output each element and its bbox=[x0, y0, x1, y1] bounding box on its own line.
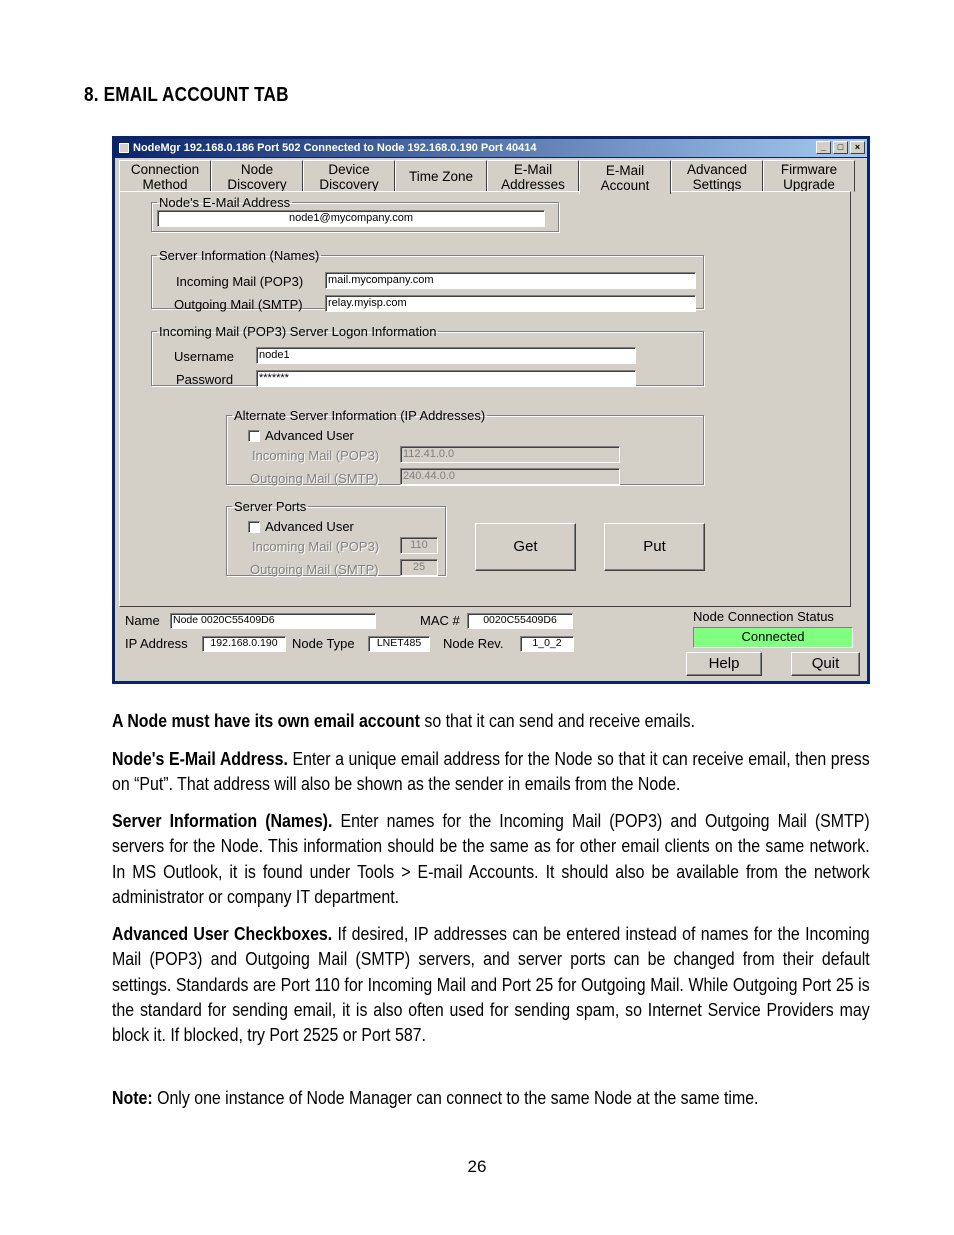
outgoing-port-field[interactable]: 25 bbox=[400, 559, 438, 576]
tab-email-account[interactable]: E-Mail Account bbox=[579, 160, 671, 194]
username-label: Username bbox=[174, 349, 234, 364]
node-rev-field[interactable]: 1_0_2 bbox=[520, 636, 574, 652]
paragraph-note bbox=[112, 1085, 870, 1110]
server-ports-legend: Server Ports bbox=[234, 499, 307, 514]
node-email-field[interactable]: node1@mycompany.com bbox=[157, 210, 545, 227]
get-button[interactable]: Get bbox=[475, 523, 576, 571]
app-icon bbox=[119, 143, 129, 153]
ports-advanced-user-checkbox[interactable] bbox=[248, 521, 260, 533]
logon-legend: Incoming Mail (POP3) Server Logon Information bbox=[159, 324, 437, 339]
help-button[interactable]: Help bbox=[686, 652, 762, 676]
alt-advanced-user-checkbox[interactable] bbox=[248, 430, 260, 442]
ports-advanced-user-label: Advanced User bbox=[265, 519, 354, 534]
ports-incoming-label: Incoming Mail (POP3) bbox=[252, 539, 380, 554]
email-address-legend: Node's E-Mail Address bbox=[159, 195, 291, 210]
paragraph-advanced-user-bold: Advanced User Checkboxes. bbox=[112, 923, 333, 944]
node-type-field[interactable]: LNET485 bbox=[368, 636, 430, 652]
close-button[interactable]: × bbox=[850, 141, 865, 154]
node-rev-label: Node Rev. bbox=[443, 636, 504, 651]
paragraph-note-bold: Note: bbox=[112, 1087, 153, 1108]
ip-address-field[interactable]: 192.168.0.190 bbox=[202, 636, 286, 652]
server-names-legend: Server Information (Names) bbox=[159, 248, 320, 263]
paragraph-email-address-text: Enter a unique email address for the Node so that it can receive email, then press on “Put”. That address will also be shown as the sender in emails from the Node. bbox=[112, 748, 870, 795]
email-account-panel bbox=[119, 191, 851, 607]
mac-label: MAC # bbox=[420, 613, 460, 628]
tab-strip bbox=[119, 160, 855, 192]
window-client bbox=[115, 158, 867, 681]
paragraph-email-address-bold: Node's E-Mail Address. bbox=[112, 748, 288, 769]
tab-node-discovery[interactable]: Node Discovery bbox=[211, 160, 303, 192]
alt-incoming-label: Incoming Mail (POP3) bbox=[252, 448, 380, 463]
outgoing-mail-label: Outgoing Mail (SMTP) bbox=[174, 297, 303, 312]
tab-time-zone[interactable]: Time Zone bbox=[395, 160, 487, 192]
paragraph-intro-text: so that it can send and receive emails. bbox=[419, 710, 695, 731]
tab-email-addresses[interactable]: E-Mail Addresses bbox=[487, 160, 579, 192]
quit-button[interactable]: Quit bbox=[791, 652, 860, 676]
name-field[interactable]: Node 0020C55409D6 bbox=[170, 613, 376, 629]
ports-outgoing-label: Outgoing Mail (SMTP) bbox=[250, 562, 379, 577]
node-type-label: Node Type bbox=[292, 636, 355, 651]
alt-outgoing-field[interactable]: 240.44.0.0 bbox=[400, 468, 620, 485]
connection-status-label: Node Connection Status bbox=[693, 609, 834, 624]
paragraph-server-info-bold: Server Information (Names). bbox=[112, 810, 333, 831]
paragraph-intro-bold: A Node must have its own email account bbox=[112, 710, 420, 731]
paragraph-intro bbox=[112, 708, 870, 733]
mac-field[interactable]: 0020C55409D6 bbox=[467, 613, 573, 629]
page-number: 26 bbox=[467, 1157, 487, 1176]
password-field[interactable]: ******* bbox=[256, 370, 636, 387]
alt-server-legend: Alternate Server Information (IP Addresses) bbox=[234, 408, 486, 423]
put-button[interactable]: Put bbox=[604, 523, 705, 571]
paragraph-email-address bbox=[112, 746, 870, 797]
section-heading: 8. EMAIL ACCOUNT TAB bbox=[84, 84, 289, 106]
outgoing-mail-field[interactable]: relay.myisp.com bbox=[325, 295, 696, 312]
paragraph-server-info bbox=[112, 808, 870, 909]
tab-device-discovery[interactable]: Device Discovery bbox=[303, 160, 395, 192]
node-manager-window bbox=[112, 136, 870, 684]
password-label: Password bbox=[176, 372, 234, 387]
incoming-port-field[interactable]: 110 bbox=[400, 537, 438, 554]
alt-incoming-field[interactable]: 112.41.0.0 bbox=[400, 446, 620, 463]
connection-status-indicator: Connected bbox=[693, 627, 853, 648]
window-title: NodeMgr 192.168.0.186 Port 502 Connected to Node 192.168.0.190 Port 40414 bbox=[133, 142, 537, 154]
paragraph-note-text: Only one instance of Node Manager can connect to the same Node at the same time. bbox=[152, 1087, 759, 1108]
name-label: Name bbox=[125, 613, 160, 628]
paragraph-server-info-text: Enter names for the Incoming Mail (POP3) and Outgoing Mail (SMTP) servers for the Node. This information should be the same as for other email clients on the same network. In MS Outlook, it is found under Tools > E-mail Accounts. It should also be available from the network administrator or company IT department. bbox=[112, 810, 870, 907]
paragraph-advanced-user bbox=[112, 921, 870, 1047]
window-titlebar[interactable] bbox=[115, 139, 867, 157]
maximize-button[interactable]: □ bbox=[833, 141, 848, 154]
tab-connection-method[interactable]: Connection Method bbox=[119, 160, 211, 192]
incoming-mail-label: Incoming Mail (POP3) bbox=[176, 274, 304, 289]
alt-outgoing-label: Outgoing Mail (SMTP) bbox=[250, 471, 379, 486]
alt-advanced-user-label: Advanced User bbox=[265, 428, 354, 443]
incoming-mail-field[interactable]: mail.mycompany.com bbox=[325, 272, 696, 289]
minimize-button[interactable]: _ bbox=[816, 141, 831, 154]
tab-advanced-settings[interactable]: Advanced Settings bbox=[671, 160, 763, 192]
tab-firmware-upgrade[interactable]: Firmware Upgrade bbox=[763, 160, 855, 192]
paragraph-advanced-user-text: If desired, IP addresses can be entered instead of names for the Incoming Mail (POP3) and Outgoing Mail (SMTP) servers, and server ports can be changed from their default settings. Standards are Port 110 for Incoming Mail and Port 25 for Outgoing Mail. While Outgoing Port 25 is the standard for sending email, it is also often used for sending spam, so Internet Service Providers may block it. If blocked, try Port 2525 or Port 587. bbox=[112, 923, 870, 1046]
username-field[interactable]: node1 bbox=[256, 347, 636, 364]
ip-address-label: IP Address bbox=[125, 636, 188, 651]
